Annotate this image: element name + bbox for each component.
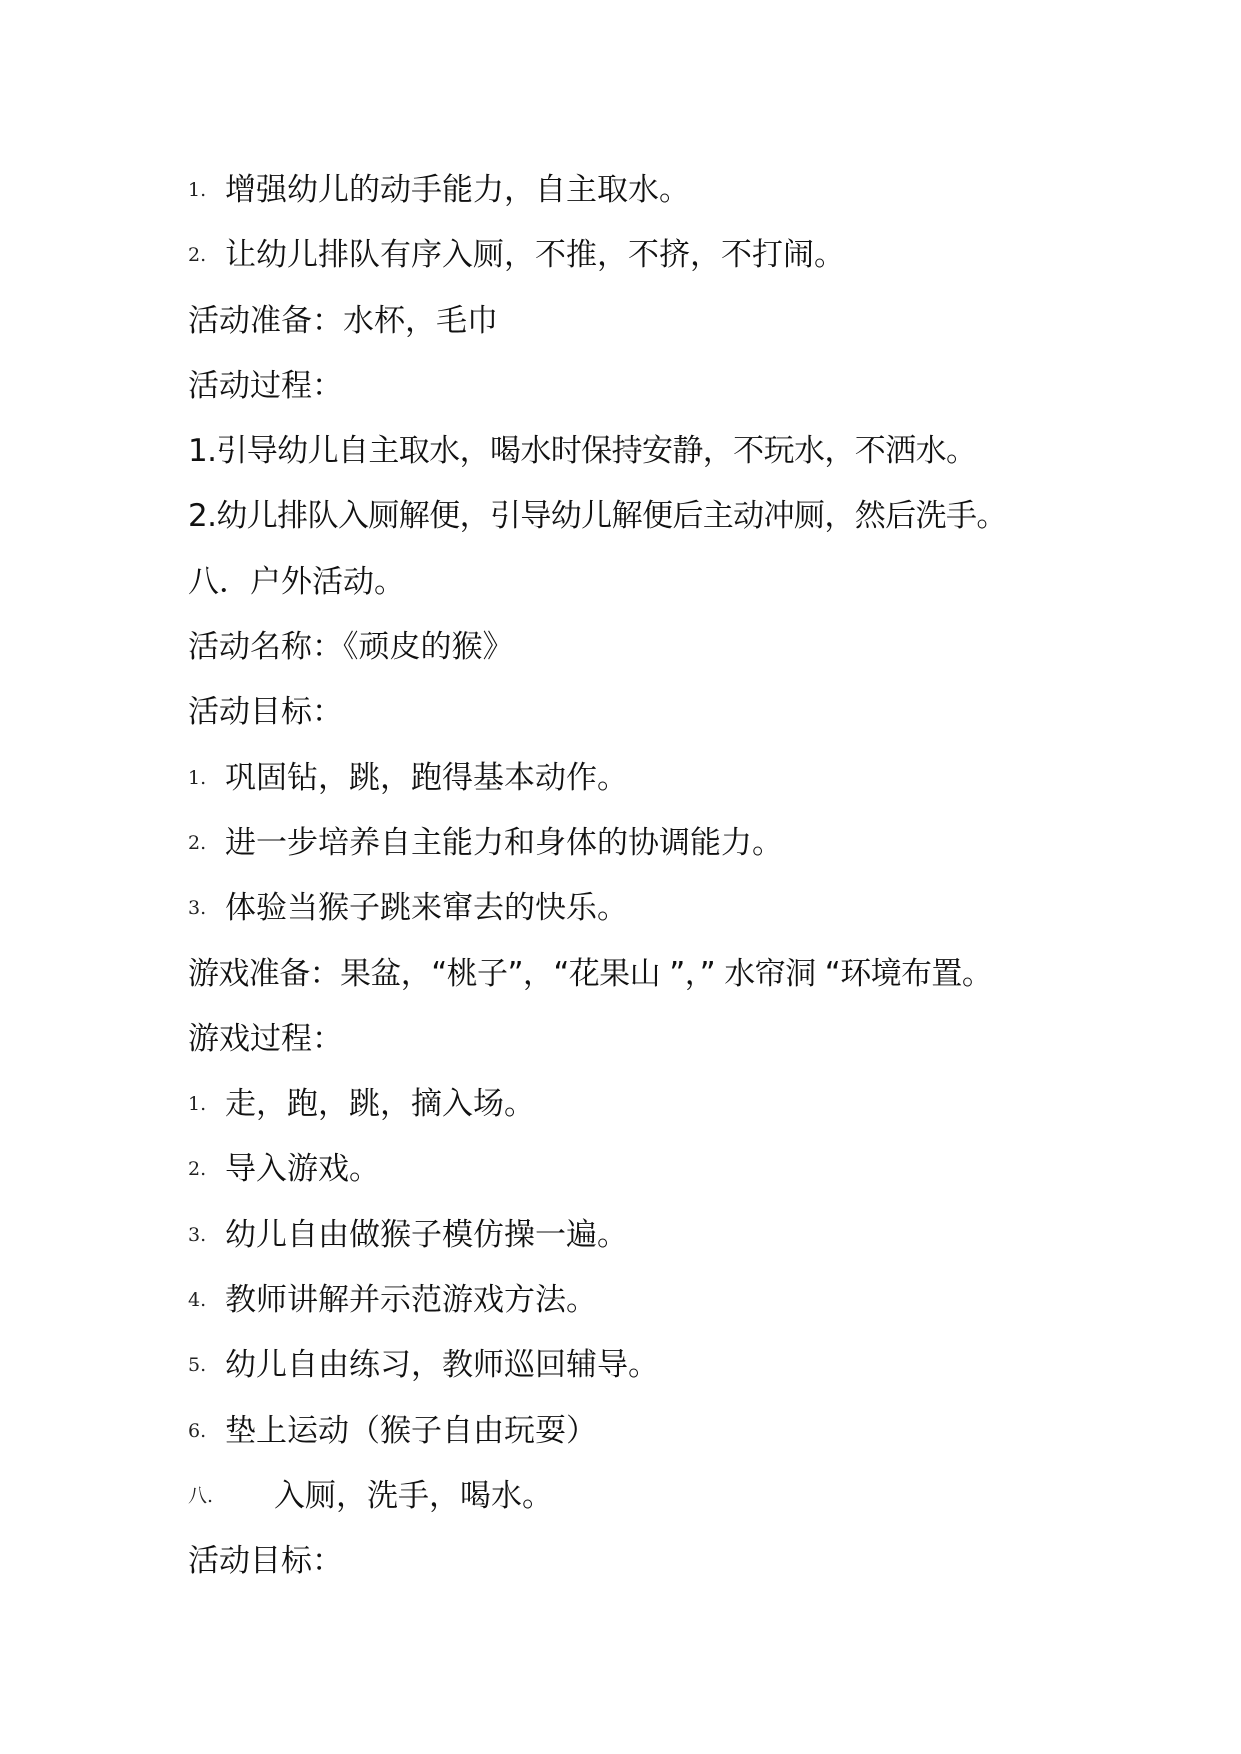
section-heading bbox=[188, 1464, 1088, 1529]
list-text: 幼儿自由练习，教师巡回辅导。 bbox=[225, 1347, 659, 1384]
heading-text: 活动过程： bbox=[188, 367, 343, 404]
list-number: 2. bbox=[188, 1158, 207, 1181]
document-body bbox=[188, 158, 1088, 1595]
list-item bbox=[188, 1268, 1088, 1333]
list-item bbox=[188, 1333, 1088, 1398]
paragraph-text: 活动准备：水杯，毛巾 bbox=[188, 302, 498, 339]
list-item bbox=[188, 811, 1088, 876]
heading-text: 八．户外活动。 bbox=[188, 563, 405, 600]
list-item bbox=[188, 746, 1088, 811]
list-number: 1. bbox=[188, 766, 207, 789]
list-number: 4. bbox=[188, 1289, 207, 1312]
list-item bbox=[188, 1399, 1088, 1464]
list-item bbox=[188, 1203, 1088, 1268]
section-heading bbox=[188, 1007, 1088, 1072]
paragraph bbox=[188, 942, 1088, 1007]
paragraph-text: 1.引导幼儿自主取水，喝水时保持安静，不玩水，不洒水。 bbox=[188, 433, 977, 470]
list-text: 导入游戏。 bbox=[225, 1151, 380, 1188]
list-number: 3. bbox=[188, 1223, 207, 1246]
paragraph bbox=[188, 615, 1088, 680]
list-number: 2. bbox=[188, 244, 207, 267]
section-heading bbox=[188, 354, 1088, 419]
paragraph-text: 活动名称：《顽皮的猴》 bbox=[188, 629, 514, 666]
list-text: 增强幼儿的动手能力，自主取水。 bbox=[225, 172, 690, 208]
paragraph-text: 游戏准备：果盆，“桃子”，“花果山 ”，” 水帘洞 “环境布置。 bbox=[188, 955, 993, 992]
list-text: 巩固钻，跳，跑得基本动作。 bbox=[225, 759, 628, 796]
section-heading bbox=[188, 680, 1088, 745]
list-text: 让幼儿排队有序入厕，不推，不挤，不打闹。 bbox=[225, 237, 845, 274]
list-item bbox=[188, 223, 1088, 288]
list-item bbox=[188, 158, 1088, 223]
heading-text: 游戏过程： bbox=[188, 1020, 343, 1057]
heading-text: 活动目标： bbox=[188, 694, 343, 731]
heading-text: 活动目标： bbox=[188, 1543, 343, 1580]
list-text: 教师讲解并示范游戏方法。 bbox=[225, 1282, 597, 1319]
list-text: 垫上运动（猴子自由玩耍） bbox=[225, 1412, 597, 1449]
list-number: 6. bbox=[188, 1419, 207, 1442]
list-number: 5. bbox=[188, 1354, 207, 1377]
list-text: 幼儿自由做猴子模仿操一遍。 bbox=[225, 1216, 628, 1253]
list-text: 走，跑，跳，摘入场。 bbox=[225, 1086, 535, 1123]
list-number: 3. bbox=[188, 897, 207, 920]
section-heading bbox=[188, 1529, 1088, 1594]
paragraph bbox=[188, 419, 1088, 484]
list-item bbox=[188, 1137, 1088, 1202]
heading-text: 入厕，洗手，喝水。 bbox=[274, 1477, 553, 1514]
list-text: 进一步培养自主能力和身体的协调能力。 bbox=[225, 824, 783, 861]
list-item bbox=[188, 876, 1088, 941]
list-number: 2. bbox=[188, 831, 207, 854]
paragraph bbox=[188, 484, 1088, 549]
list-item bbox=[188, 1072, 1088, 1137]
section-number: 八. bbox=[188, 1484, 214, 1507]
section-heading bbox=[188, 550, 1088, 615]
list-number: 1. bbox=[188, 179, 207, 201]
list-text: 体验当猴子跳来窜去的快乐。 bbox=[225, 890, 628, 927]
list-number: 1. bbox=[188, 1093, 207, 1116]
paragraph-text: 2.幼儿排队入厕解便，引导幼儿解便后主动冲厕，然后洗手。 bbox=[188, 498, 1007, 535]
paragraph bbox=[188, 289, 1088, 354]
